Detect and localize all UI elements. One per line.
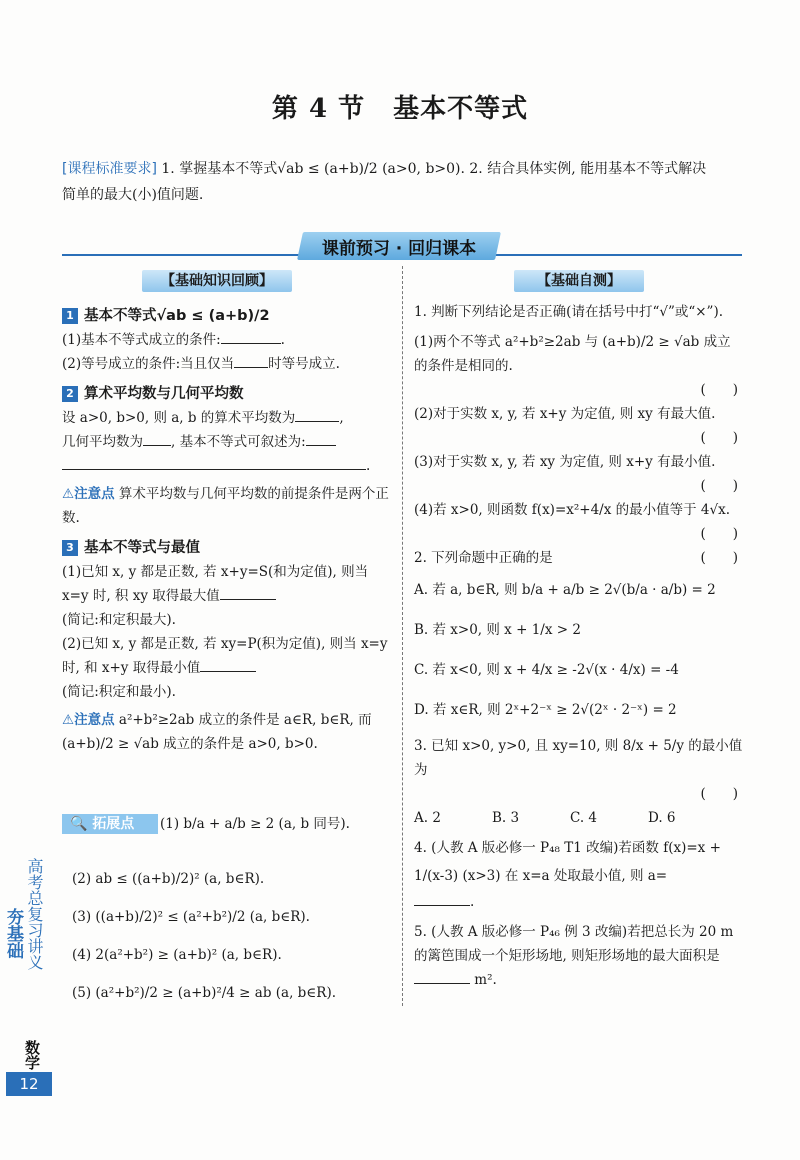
- answer-blank[interactable]: [414, 969, 470, 984]
- section-number-1: 1: [62, 308, 78, 324]
- text-line: (简记:积定和最小).: [62, 684, 176, 700]
- question-1: 1. 判断下列结论是否正确(请在括号中打“√”或“×”).: [414, 304, 724, 320]
- question-4: 4. (人教 A 版必修一 P₄₈ T1 改编)若函数 f(x)=x + 1/(x-3) (x>3) 在 x=a 处取最小值, 则 a=: [414, 840, 721, 884]
- self-test-title: 【基础自测】: [514, 270, 644, 292]
- answer-blank[interactable]: [200, 657, 256, 672]
- left-column: 【基础知识回顾】 1 基本不等式√ab ≤ (a+b)/2 (1)基本不等式成立的条件: . (2)等号成立的条件:当且仅当 时等号成立. 2 算术平均数与几何平均数 设 a>0, b>0, 则 a, b 的算术平均数为 , 几何平均数为 , 基本不等式可叙述为: . ⚠注意点 算术平均数与几何平均数的前提条件是两个正数. 3 基本不等式与最值 (1)已知 x, y 都是正数, 若 x+y=S(和为定值), 则当 x=y 时, 积 xy 取得最大值 (简记:和定积最大). (2)已知 x, y 都是正数, 若 xy=P(积为定值), 则当 x=y 时, 和 x+y 取得最小值 (简记:积定和最小). ⚠注意点 a²+b²≥2ab 成立的条件是 a∈R, b∈R, 而 (a+b)/2 ≥ √ab 成立的条件是 a>0, b>0.: [62, 270, 390, 756]
- section-title: 算术平均数与几何平均数: [84, 386, 244, 402]
- answer-blank[interactable]: [234, 353, 268, 368]
- question-1-item: (1)两个不等式 a²+b²≥2ab 与 (a+b)/2 ≥ √ab 成立的条件是相同的.: [414, 334, 731, 374]
- unit-label: m².: [474, 972, 497, 988]
- answer-blank[interactable]: [306, 431, 336, 446]
- text-line: 设 a>0, b>0, 则 a, b 的算术平均数为: [62, 410, 296, 426]
- extension-list: [72, 860, 392, 1012]
- course-standard: [课程标准要求] 1. 掌握基本不等式√ab ≤ (a+b)/2 (a>0, b>0). 2. 结合具体实例, 能用基本不等式解决 简单的最大(小)值问题.: [62, 161, 707, 203]
- text-line: 时等号成立.: [268, 356, 340, 372]
- answer-blank[interactable]: [220, 585, 276, 600]
- answer-bracket[interactable]: ( ): [700, 526, 738, 542]
- extension-item: (2) ab ≤ ((a+b)/2)² (a, b∈R).: [72, 871, 265, 887]
- text-line: 几何平均数为: [62, 434, 143, 450]
- question-5: 5. (人教 A 版必修一 P₄₆ 例 3 改编)若把总长为 20 m 的篱笆围成一个矩形场地, 则矩形场地的最大面积是: [414, 924, 734, 964]
- section-banner: 课前预习 · 回归课本: [321, 239, 477, 259]
- extension-item: (5) (a²+b²)/2 ≥ (a+b)²/4 ≥ ab (a, b∈R).: [72, 985, 337, 1001]
- question-1-item: (4)若 x>0, 则函数 f(x)=x²+4/x 的最小值等于 4√x.: [414, 502, 731, 518]
- option-a: A. 若 a, b∈R, 则 b/a + a/b ≥ 2√(b/a · a/b) = 2: [414, 582, 716, 598]
- section-title: 基本不等式与最值: [84, 540, 200, 556]
- question-2: 2. 下列命题中正确的是: [414, 550, 553, 566]
- text-line: (简记:和定积最大).: [62, 612, 176, 628]
- option-b: B. 若 x>0, 则 x + 1/x > 2: [414, 622, 581, 638]
- question-1-item: (2)对于实数 x, y, 若 x+y 为定值, 则 xy 有最大值.: [414, 406, 716, 422]
- text-line: , 基本不等式可叙述为:: [171, 434, 306, 450]
- extension-item: (4) 2(a²+b²) ≥ (a+b)² (a, b∈R).: [72, 947, 282, 963]
- text-line: (2)等号成立的条件:当且仅当: [62, 356, 235, 372]
- brand-label: 夯基础: [3, 907, 23, 959]
- question-3-options: [414, 806, 744, 830]
- subject-label: 数学: [23, 1040, 41, 1070]
- basics-review-title: 【基础知识回顾】: [142, 270, 292, 292]
- extension-label: 🔍 拓展点: [62, 814, 158, 834]
- extension-item: (1) b/a + a/b ≥ 2 (a, b 同号).: [160, 816, 350, 832]
- option-d: D. 6: [648, 810, 676, 826]
- page-number: 12: [6, 1072, 52, 1096]
- answer-bracket[interactable]: ( ): [700, 478, 738, 494]
- option-c: C. 4: [570, 810, 598, 826]
- answer-blank[interactable]: [414, 891, 470, 906]
- answer-bracket[interactable]: ( ): [700, 430, 738, 446]
- note-label: ⚠注意点: [62, 486, 115, 502]
- option-b: B. 3: [492, 810, 520, 826]
- answer-bracket[interactable]: ( ): [700, 382, 738, 398]
- option-c: C. 若 x<0, 则 x + 4/x ≥ -2√(x · 4/x) = -4: [414, 662, 679, 678]
- question-3: 3. 已知 x>0, y>0, 且 xy=10, 则 8/x + 5/y 的最小值为: [414, 738, 743, 778]
- answer-bracket[interactable]: ( ): [700, 550, 738, 566]
- note-label: ⚠注意点: [62, 712, 115, 728]
- section-number-2: 2: [62, 386, 78, 402]
- page-title: 第 4 节 基本不等式: [271, 94, 529, 124]
- text-line: (2)已知 x, y 都是正数, 若 xy=P(积为定值), 则当 x=y 时, 和 x+y 取得最小值: [62, 636, 388, 676]
- section-title: 基本不等式√ab ≤ (a+b)/2: [84, 308, 270, 324]
- extension-item: (3) ((a+b)/2)² ≤ (a²+b²)/2 (a, b∈R).: [72, 909, 310, 925]
- section-number-3: 3: [62, 540, 78, 556]
- text-line: (1)已知 x, y 都是正数, 若 x+y=S(和为定值), 则当 x=y 时, 积 xy 取得最大值: [62, 564, 369, 604]
- answer-blank[interactable]: [221, 329, 281, 344]
- answer-blank[interactable]: [295, 407, 339, 422]
- note-text: a²+b²≥2ab 成立的条件是 a∈R, b∈R, 而 (a+b)/2 ≥ √ab 成立的条件是 a>0, b>0.: [62, 712, 372, 752]
- answer-bracket[interactable]: ( ): [700, 786, 738, 802]
- column-divider: [402, 266, 403, 1006]
- right-column: 【基础自测】 1. 判断下列结论是否正确(请在括号中打“√”或“×”). (1)两个不等式 a²+b²≥2ab 与 (a+b)/2 ≥ √ab 成立的条件是相同的. ( ) (2)对于实数 x, y, 若 x+y 为定值, 则 xy 有最大值. ( ) (3)对于实数 x, y, 若 xy 为定值, 则 x+y 有最小值. ( ) (4)若 x>0, 则函数 f(x)=x²+4/x 的最小值等于 4√x. ( ) 2. 下列命题中正确的是 ( ) A. 若 a, b∈R, 则 b/a + a/b ≥ 2√(b/a · a/b) = 2 B. 若 x>0, 则 x + 1/x > 2 C. 若 x<0, 则 x + 4/x ≥ -2√(x · 4/x) = -4 D. 若 x∈R, 则 2ˣ+2⁻ˣ ≥ 2√(2ˣ · 2⁻ˣ) = 2 3. 已知 x>0, y>0, 且 xy=10, 则 8/x + 5/y 的最小值为 ( ) A. 2 B. 3 C. 4 D. 6 4. (人教 A 版必修一 P₄₈ T1 改编)若函数 f(x)=x + 1/(x-3) (x>3) 在 x=a 处取最小值, 则 a= . 5. (人教 A 版必修一 P₄₆ 例 3 改编)若把总长为 20 m 的篱笆围成一个矩形场地, 则矩形场地的最大面积是 m².: [414, 270, 744, 992]
- option-a: A. 2: [414, 810, 441, 826]
- note-text: 算术平均数与几何平均数的前提条件是两个正数.: [62, 486, 389, 526]
- answer-blank[interactable]: [143, 431, 171, 446]
- series-label: 高考总复习讲义: [25, 858, 44, 970]
- text-line: (1)基本不等式成立的条件:: [62, 332, 221, 348]
- answer-blank[interactable]: [62, 455, 366, 470]
- option-d: D. 若 x∈R, 则 2ˣ+2⁻ˣ ≥ 2√(2ˣ · 2⁻ˣ) = 2: [414, 702, 677, 718]
- question-1-item: (3)对于实数 x, y, 若 xy 为定值, 则 x+y 有最小值.: [414, 454, 716, 470]
